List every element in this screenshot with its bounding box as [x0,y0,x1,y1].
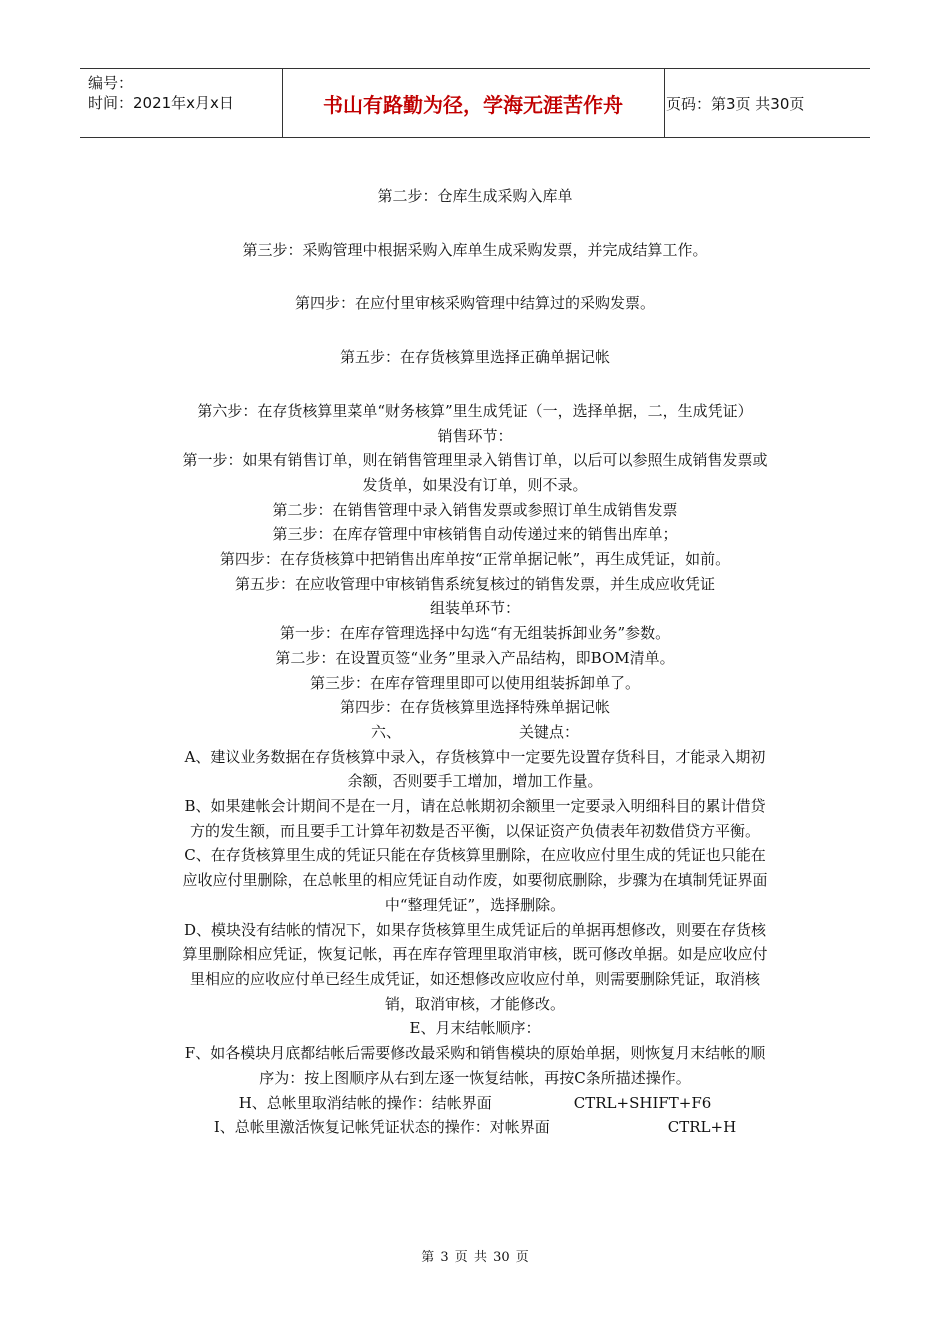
footer-gong: 共 [473,1250,487,1265]
page-footer [0,1246,950,1265]
document-date: 时间：2021年x月x日 [88,94,234,112]
key-point-line: D、模块没有结帐的情况下，如果存货核算里生成凭证后的单据再想修改，则要在存货核 [183,920,767,939]
shortcut-line-i [140,1115,810,1140]
step-line: 第二步：仓库生成采购入库单 [377,187,573,205]
header-meta [88,73,234,113]
document-number-label: 编号： [88,74,134,92]
key-point-line: F、如各模块月底都结帐后需要修改最采购和销售模块的原始单据，则恢复月末结帐的顺 [184,1044,766,1063]
key-point-line: 中“整理凭证”，选择删除。 [384,895,566,914]
shortcut-description: H、总帐里取消结帐的操作：结帐界面 [238,1093,492,1112]
step-line: 第三步：在库存管理里即可以使用组装拆卸单了。 [309,673,640,692]
step-line: 第二步：在设置页签“业务”里录入产品结构，即BOM清单。 [275,648,675,667]
step-line: 第三步：在库存管理中审核销售自动传递过来的销售出库单； [272,525,678,544]
footer-page-number: 3 [440,1250,449,1265]
key-point-line: 余额，否则要手工增加，增加工作量。 [347,772,603,791]
step-line: 第一步：如果有销售订单，则在销售管理里录入销售订单，以后可以参照生成销售发票或 [182,451,768,470]
key-point-line: 方的发生额，而且要手工计算年初数是否平衡，以保证资产负债表年初数借贷方平衡。 [189,821,760,840]
footer-di: 第 [421,1250,435,1265]
section-heading: 组装单环节： [429,599,520,618]
step-line: 发货单，如果没有订单，则不录。 [362,475,588,494]
key-points-title: 关键点： [519,722,580,741]
header-motto: 书山有路勤为径，学海无涯苦作舟 [323,92,623,117]
section-heading: 销售环节： [437,426,513,445]
step-line: 第四步：在应付里审核采购管理中结算过的采购发票。 [294,294,655,313]
footer-ye: 页 [515,1250,529,1265]
header-divider [664,69,665,137]
step-line: 第三步：采购管理中根据采购入库单生成采购发票，并完成结算工作。 [242,240,708,259]
key-point-line: 应收应付里删除，在总帐里的相应凭证自动作废，如要彻底删除，步骤为在填制凭证界面 [182,871,768,890]
step-line: 第五步：在应收管理中审核销售系统复核过的销售发票，并生成应收凭证 [234,574,715,593]
key-point-line: E、月末结帐顺序： [409,1019,541,1038]
step-line: 第四步：在存货核算里选择特殊单据记帐 [339,698,610,717]
shortcut-key: CTRL+SHIFT+F6 [573,1093,712,1112]
key-point-line: 销，取消审核，才能修改。 [384,994,565,1013]
key-points-number: 六、 [370,722,401,741]
step-line: 第四步：在存货核算中把销售出库单按“正常单据记帐”，再生成凭证，如前。 [219,550,731,569]
header-page-info: 页码：第3页 共30页 [666,94,805,113]
shortcut-line-h [140,1091,810,1116]
footer-total-pages: 30 [493,1250,510,1265]
key-point-line: 序为：按上图顺序从右到左逐一恢复结帐，再按C条所描述操作。 [259,1068,691,1087]
key-point-line: 里相应的应收应付单已经生成凭证，如还想修改应收应付单，则需要删除凭证，取消核 [189,969,760,988]
key-point-line: B、如果建帐会计期间不是在一月，请在总帐期初余额里一定要录入明细科目的累计借贷 [184,797,766,816]
step-line: 第一步：在库存管理选择中勾选“有无组装拆卸业务”参数。 [279,624,671,643]
step-line: 第二步：在销售管理中录入销售发票或参照订单生成销售发票 [272,500,678,519]
step-line: 第五步：在存货核算里选择正确单据记帐 [339,348,610,367]
step-line: 第六步：在存货核算里菜单“财务核算”里生成凭证（一，选择单据，二，生成凭证） [197,401,753,420]
document-body [140,184,810,1140]
key-point-line: A、建议业务数据在存货核算中录入，存货核算中一定要先设置存货科目，才能录入期初 [184,747,766,766]
shortcut-description: I、总帐里激活恢复记帐凭证状态的操作：对帐界面 [213,1118,550,1137]
footer-ye: 页 [454,1250,468,1265]
key-point-line: C、在存货核算里生成的凭证只能在存货核算里删除，在应收应付里生成的凭证也只能在 [184,846,766,865]
key-point-line: 算里删除相应凭证，恢复记帐，再在库存管理里取消审核，既可修改单据。如是应收应付 [182,945,768,964]
page-header [80,68,870,138]
key-points-heading [140,720,810,745]
shortcut-key: CTRL+H [667,1118,737,1137]
